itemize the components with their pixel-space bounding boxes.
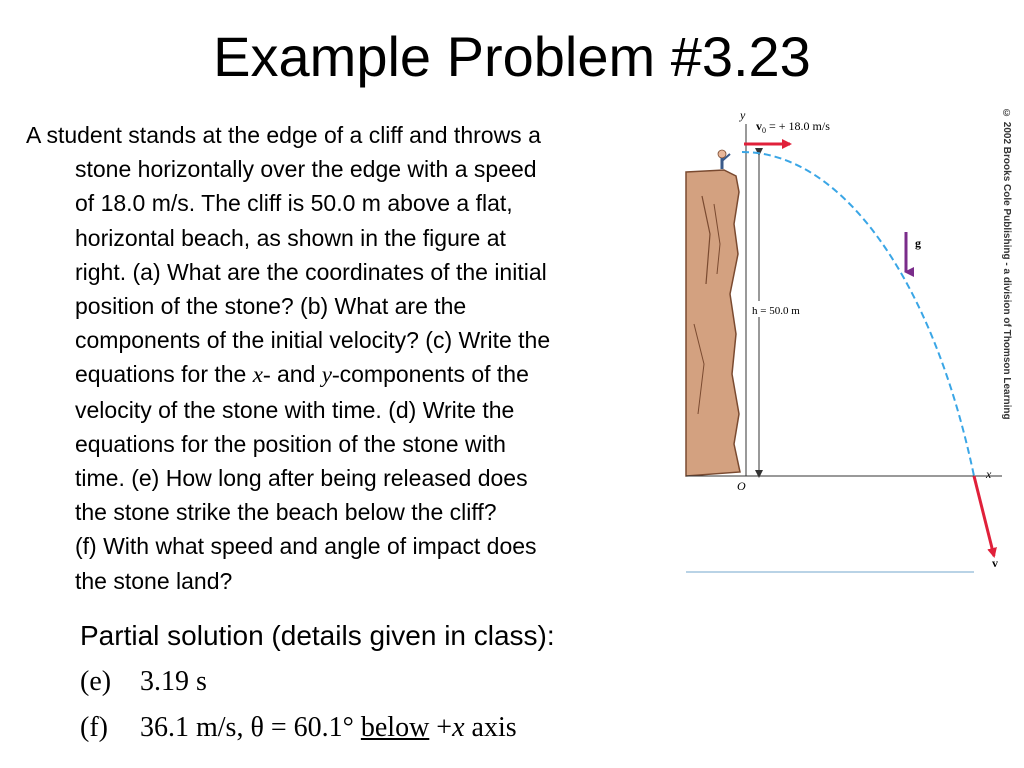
problem-line: position of the stone? (b) What are the (75, 293, 467, 320)
cliff-shape (686, 170, 740, 476)
problem-line: the stone strike the beach below the cliff? (75, 499, 497, 526)
solution-f (80, 710, 517, 746)
solution-f-below: below (360, 712, 430, 743)
problem-line: velocity of the stone with time. (d) Write the (75, 396, 515, 423)
student-figure (718, 150, 730, 169)
problem-line: (f) With what speed and angle of impact does (75, 533, 537, 560)
initial-velocity-label: $v_0$ = + 18.0 m/s (756, 119, 830, 135)
problem-line: the stone land? (75, 567, 233, 594)
final-velocity-label: v (992, 556, 998, 570)
y-axis-label: y (740, 108, 746, 122)
eq-and: and (270, 361, 322, 388)
problem-line: of 18.0 m/s. The cliff is 50.0 m above a flat, (75, 190, 513, 217)
problem-line: horizontal beach, as shown in the figure at (75, 224, 506, 251)
solution-heading: Partial solution (details given in class): (80, 620, 555, 651)
solution-e-label: (e) (80, 666, 112, 697)
solution-f-plus: + (429, 712, 453, 743)
x-axis-label: x (986, 467, 992, 481)
solution-f-label: (f) (80, 712, 108, 743)
gravity-label: g (915, 236, 921, 250)
solution-f-value: 36.1 m/s, θ = 60.1° (140, 712, 361, 743)
eq-post: components of the (339, 361, 529, 388)
solution-e (80, 664, 207, 700)
problem-line: equations for the position of the stone with (75, 430, 506, 457)
problem-line: components of the initial velocity? (c) Write the (75, 327, 551, 354)
slide-title: Example Problem #3.23 (213, 25, 811, 88)
problem-line: time. (e) How long after being released does (75, 465, 528, 492)
problem-equation-line (26, 357, 681, 392)
copyright-notice: © 2002 Brooks Cole Publishing - a division of Thomson Learning (1001, 108, 1012, 420)
solution-f-x: x (452, 712, 465, 743)
eq-pre: equations for the (75, 361, 253, 388)
problem-line: A student stands at the edge of a cliff and throws a (26, 122, 541, 148)
problem-statement (26, 118, 681, 598)
height-label: h = 50.0 m (752, 305, 800, 317)
cliff-figure (684, 104, 1004, 574)
problem-line: stone horizontally over the edge with a speed (75, 156, 537, 183)
problem-line: right. (a) What are the coordinates of the initial (75, 258, 547, 285)
origin-label: O (737, 479, 746, 493)
solution-f-axis: axis (464, 712, 517, 743)
x-variable: x- (252, 362, 271, 388)
final-velocity-arrow (974, 476, 994, 556)
y-variable: y- (321, 362, 340, 388)
solution-e-value: 3.19 s (140, 666, 207, 697)
